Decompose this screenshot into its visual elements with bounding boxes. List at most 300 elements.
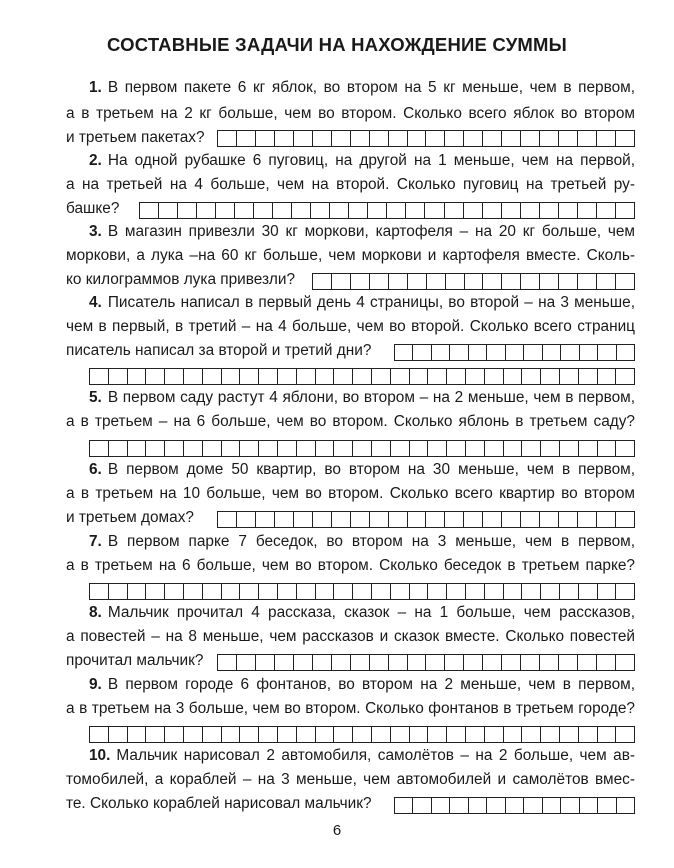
answer-cell[interactable] bbox=[197, 202, 216, 219]
answer-cell[interactable] bbox=[316, 440, 335, 457]
answer-cell[interactable] bbox=[109, 583, 128, 600]
answer-cell[interactable] bbox=[521, 273, 540, 290]
problem-5-number: 5. bbox=[89, 389, 102, 406]
answer-cell[interactable] bbox=[469, 344, 487, 361]
answer-cell[interactable] bbox=[410, 368, 429, 385]
answer-cell[interactable] bbox=[426, 130, 445, 147]
answer-cell[interactable] bbox=[426, 654, 445, 671]
answer-cell[interactable] bbox=[408, 654, 427, 671]
answer-cell[interactable] bbox=[90, 726, 109, 743]
answer-cell[interactable] bbox=[313, 511, 332, 528]
answer-grid-7[interactable] bbox=[89, 583, 635, 600]
answer-cell[interactable] bbox=[294, 511, 313, 528]
answer-cell[interactable] bbox=[540, 202, 559, 219]
problem-3-line-3: ко килограммов лука привезли? bbox=[66, 271, 296, 288]
answer-cell[interactable] bbox=[504, 726, 523, 743]
answer-grid-10[interactable] bbox=[394, 797, 635, 814]
answer-cell[interactable] bbox=[222, 368, 241, 385]
problem-7-number: 7. bbox=[89, 533, 102, 550]
answer-cell[interactable] bbox=[254, 202, 273, 219]
answer-cell[interactable] bbox=[165, 368, 184, 385]
answer-cell[interactable] bbox=[483, 130, 502, 147]
problem-9-number: 9. bbox=[89, 676, 102, 693]
answer-cell[interactable] bbox=[579, 440, 598, 457]
problem-10-line-3: те. Сколько кораблей нарисовал мальчик? bbox=[66, 795, 372, 812]
answer-cell[interactable] bbox=[372, 583, 391, 600]
answer-cell[interactable] bbox=[541, 583, 560, 600]
answer-cell[interactable] bbox=[450, 797, 468, 814]
answer-cell[interactable] bbox=[316, 583, 335, 600]
problem-4-line-3: писатель написал за второй и третий дни? bbox=[66, 342, 372, 359]
answer-cell[interactable] bbox=[432, 344, 450, 361]
answer-cell[interactable] bbox=[370, 511, 389, 528]
answer-cell[interactable] bbox=[109, 368, 128, 385]
problem-1-number: 1. bbox=[89, 79, 102, 96]
answer-cell[interactable] bbox=[178, 202, 197, 219]
answer-cell[interactable] bbox=[146, 583, 165, 600]
answer-cell[interactable] bbox=[541, 368, 560, 385]
answer-cell[interactable] bbox=[465, 273, 484, 290]
answer-cell[interactable] bbox=[90, 368, 109, 385]
answer-cell[interactable] bbox=[275, 130, 294, 147]
answer-cell[interactable] bbox=[275, 511, 294, 528]
answer-cell[interactable] bbox=[391, 726, 410, 743]
answer-cell[interactable] bbox=[370, 130, 389, 147]
answer-cell[interactable] bbox=[237, 654, 256, 671]
answer-cell[interactable] bbox=[351, 273, 370, 290]
answer-cell[interactable] bbox=[447, 726, 466, 743]
answer-cell[interactable] bbox=[410, 583, 429, 600]
answer-cell[interactable] bbox=[485, 583, 504, 600]
answer-cell[interactable] bbox=[466, 440, 485, 457]
answer-cell[interactable] bbox=[597, 654, 616, 671]
answer-cell[interactable] bbox=[259, 583, 278, 600]
answer-cell[interactable] bbox=[294, 130, 313, 147]
answer-cell[interactable] bbox=[275, 654, 294, 671]
answer-cell[interactable] bbox=[483, 202, 502, 219]
answer-cell[interactable] bbox=[370, 654, 389, 671]
answer-cell[interactable] bbox=[334, 583, 353, 600]
answer-cell[interactable] bbox=[464, 202, 483, 219]
answer-cell[interactable] bbox=[413, 797, 431, 814]
answer-cell[interactable] bbox=[543, 797, 561, 814]
answer-cell[interactable] bbox=[543, 344, 561, 361]
answer-cell[interactable] bbox=[165, 440, 184, 457]
answer-cell[interactable] bbox=[540, 273, 559, 290]
answer-cell[interactable] bbox=[278, 368, 297, 385]
answer-cell[interactable] bbox=[522, 583, 541, 600]
answer-cell[interactable] bbox=[521, 511, 540, 528]
answer-cell[interactable] bbox=[598, 344, 616, 361]
answer-cell[interactable] bbox=[504, 440, 523, 457]
answer-cell[interactable] bbox=[237, 130, 256, 147]
answer-cell[interactable] bbox=[597, 130, 616, 147]
answer-cell[interactable] bbox=[502, 273, 521, 290]
answer-cell[interactable] bbox=[109, 726, 128, 743]
answer-cell[interactable] bbox=[140, 202, 159, 219]
answer-cell[interactable] bbox=[316, 726, 335, 743]
answer-cell[interactable] bbox=[578, 130, 597, 147]
answer-cell[interactable] bbox=[502, 202, 521, 219]
answer-cell[interactable] bbox=[410, 440, 429, 457]
answer-cell[interactable] bbox=[146, 368, 165, 385]
answer-cell[interactable] bbox=[598, 583, 617, 600]
problem-3-line-2: моркови, а лука –на 60 кг больше, чем моркови и картофеля вместе. Сколь- bbox=[66, 247, 635, 264]
answer-cell[interactable] bbox=[464, 511, 483, 528]
answer-cell[interactable] bbox=[522, 726, 541, 743]
answer-cell[interactable] bbox=[446, 273, 465, 290]
answer-cell[interactable] bbox=[560, 368, 579, 385]
problem-7-line-2: а в третьем на 6 больше, чем во втором. Сколько беседок в третьем парке? bbox=[66, 557, 635, 574]
answer-cell[interactable] bbox=[372, 368, 391, 385]
answer-cell[interactable] bbox=[332, 130, 351, 147]
problem-10-line-1: 10. Мальчик нарисовал 2 автомобиля, самолётов – на 2 больше, чем ав- bbox=[89, 747, 635, 764]
page-title: СОСТАВНЫЕ ЗАДАЧИ НА НАХОЖДЕНИЕ СУММЫ bbox=[107, 34, 567, 55]
answer-cell[interactable] bbox=[616, 654, 635, 671]
answer-cell[interactable] bbox=[146, 726, 165, 743]
answer-cell[interactable] bbox=[428, 368, 447, 385]
problem-5-line-2: а в третьем – на 6 больше, чем во втором. Сколько яблонь в третьем саду? bbox=[66, 413, 635, 430]
answer-cell[interactable] bbox=[218, 130, 237, 147]
answer-grid-6[interactable] bbox=[217, 511, 635, 528]
answer-grid-5[interactable] bbox=[89, 440, 635, 457]
answer-cell[interactable] bbox=[580, 797, 598, 814]
answer-cell[interactable] bbox=[351, 130, 370, 147]
answer-cell[interactable] bbox=[447, 583, 466, 600]
answer-cell[interactable] bbox=[334, 726, 353, 743]
answer-cell[interactable] bbox=[559, 130, 578, 147]
problem-10-line-2: томобилей, а кораблей – на 3 меньше, чем автомобилей и самолётов вмес- bbox=[66, 771, 635, 788]
problem-8-line-2: а повестей – на 8 меньше, чем рассказов и сказок вместе. Сколько повестей bbox=[66, 628, 635, 645]
answer-cell[interactable] bbox=[559, 202, 578, 219]
answer-cell[interactable] bbox=[408, 130, 427, 147]
answer-cell[interactable] bbox=[222, 440, 241, 457]
problem-2-line-2: а на третьей на 4 больше, чем на второй. Сколько пуговиц на третьей ру- bbox=[66, 176, 635, 193]
answer-cell[interactable] bbox=[597, 511, 616, 528]
answer-cell[interactable] bbox=[395, 797, 413, 814]
answer-cell[interactable] bbox=[165, 583, 184, 600]
answer-cell[interactable] bbox=[240, 583, 259, 600]
answer-cell[interactable] bbox=[464, 654, 483, 671]
answer-grid-4b[interactable] bbox=[89, 368, 635, 385]
answer-cell[interactable] bbox=[203, 440, 222, 457]
answer-cell[interactable] bbox=[524, 344, 542, 361]
answer-cell[interactable] bbox=[579, 368, 598, 385]
answer-cell[interactable] bbox=[240, 440, 259, 457]
answer-cell[interactable] bbox=[184, 368, 203, 385]
answer-cell[interactable] bbox=[447, 368, 466, 385]
answer-cell[interactable] bbox=[616, 726, 635, 743]
answer-cell[interactable] bbox=[616, 202, 635, 219]
answer-cell[interactable] bbox=[297, 726, 316, 743]
answer-cell[interactable] bbox=[597, 273, 616, 290]
answer-cell[interactable] bbox=[240, 726, 259, 743]
answer-cell[interactable] bbox=[616, 440, 635, 457]
answer-cell[interactable] bbox=[332, 511, 351, 528]
answer-cell[interactable] bbox=[616, 511, 635, 528]
problem-10-number: 10. bbox=[89, 747, 111, 764]
answer-cell[interactable] bbox=[506, 344, 524, 361]
answer-cell[interactable] bbox=[616, 583, 635, 600]
answer-cell[interactable] bbox=[353, 440, 372, 457]
answer-cell[interactable] bbox=[522, 368, 541, 385]
answer-cell[interactable] bbox=[313, 654, 332, 671]
problem-2-number: 2. bbox=[89, 152, 102, 169]
answer-cell[interactable] bbox=[159, 202, 178, 219]
answer-cell[interactable] bbox=[502, 511, 521, 528]
answer-cell[interactable] bbox=[368, 202, 387, 219]
answer-grid-8[interactable] bbox=[217, 654, 635, 671]
answer-cell[interactable] bbox=[504, 368, 523, 385]
answer-cell[interactable] bbox=[521, 202, 540, 219]
answer-cell[interactable] bbox=[332, 273, 351, 290]
answer-cell[interactable] bbox=[389, 130, 408, 147]
answer-cell[interactable] bbox=[395, 344, 413, 361]
answer-cell[interactable] bbox=[216, 202, 235, 219]
answer-cell[interactable] bbox=[370, 273, 389, 290]
answer-cell[interactable] bbox=[561, 344, 579, 361]
answer-cell[interactable] bbox=[311, 202, 330, 219]
answer-cell[interactable] bbox=[483, 273, 502, 290]
answer-cell[interactable] bbox=[598, 797, 616, 814]
answer-cell[interactable] bbox=[425, 202, 444, 219]
answer-cell[interactable] bbox=[334, 440, 353, 457]
answer-cell[interactable] bbox=[445, 511, 464, 528]
answer-cell[interactable] bbox=[222, 583, 241, 600]
answer-cell[interactable] bbox=[560, 726, 579, 743]
answer-cell[interactable] bbox=[598, 726, 617, 743]
answer-cell[interactable] bbox=[256, 654, 275, 671]
answer-cell[interactable] bbox=[504, 583, 523, 600]
problem-1-line-2: а в третьем на 2 кг больше, чем во втором. Сколько всего яблок во втором bbox=[66, 105, 635, 122]
problem-4-line-2: чем в первый, в третий – на 4 больше, чем во второй. Сколько всего страниц bbox=[66, 318, 635, 335]
answer-cell[interactable] bbox=[559, 511, 578, 528]
answer-cell[interactable] bbox=[483, 511, 502, 528]
answer-cell[interactable] bbox=[353, 726, 372, 743]
problem-7-line-1: 7. В первом парке 7 беседок, во втором на 3 меньше, чем в первом, bbox=[89, 533, 635, 550]
answer-cell[interactable] bbox=[616, 130, 635, 147]
answer-cell[interactable] bbox=[278, 583, 297, 600]
answer-cell[interactable] bbox=[313, 273, 332, 290]
answer-cell[interactable] bbox=[292, 202, 311, 219]
answer-cell[interactable] bbox=[109, 440, 128, 457]
answer-cell[interactable] bbox=[256, 511, 275, 528]
answer-cell[interactable] bbox=[506, 797, 524, 814]
answer-cell[interactable] bbox=[332, 654, 351, 671]
problem-8-line-3: прочитал мальчик? bbox=[66, 652, 204, 669]
answer-cell[interactable] bbox=[559, 273, 578, 290]
answer-cell[interactable] bbox=[485, 440, 504, 457]
answer-cell[interactable] bbox=[561, 797, 579, 814]
answer-cell[interactable] bbox=[273, 202, 292, 219]
problem-1-line-1: 1. В первом пакете 6 кг яблок, во втором на 5 кг меньше, чем в первом, bbox=[89, 79, 635, 96]
answer-cell[interactable] bbox=[391, 368, 410, 385]
answer-cell[interactable] bbox=[485, 726, 504, 743]
problem-2-line-1: 2. На одной рубашке 6 пуговиц, на другой на 1 меньше, чем на первой, bbox=[89, 152, 635, 169]
problem-6-line-1: 6. В первом доме 50 квартир, во втором на 30 меньше, чем в первом, bbox=[89, 461, 635, 478]
answer-cell[interactable] bbox=[541, 726, 560, 743]
answer-cell[interactable] bbox=[391, 440, 410, 457]
answer-cell[interactable] bbox=[541, 440, 560, 457]
answer-cell[interactable] bbox=[351, 654, 370, 671]
answer-cell[interactable] bbox=[427, 273, 446, 290]
answer-cell[interactable] bbox=[90, 583, 109, 600]
answer-cell[interactable] bbox=[278, 440, 297, 457]
answer-cell[interactable] bbox=[447, 440, 466, 457]
problem-8-number: 8. bbox=[89, 604, 102, 621]
answer-cell[interactable] bbox=[313, 130, 332, 147]
answer-cell[interactable] bbox=[469, 797, 487, 814]
answer-cell[interactable] bbox=[578, 654, 597, 671]
answer-cell[interactable] bbox=[445, 130, 464, 147]
problem-3-line-1: 3. В магазин привезли 30 кг моркови, картофеля – на 20 кг больше, чем bbox=[89, 223, 635, 240]
answer-cell[interactable] bbox=[502, 130, 521, 147]
answer-cell[interactable] bbox=[502, 654, 521, 671]
answer-cell[interactable] bbox=[578, 511, 597, 528]
answer-cell[interactable] bbox=[616, 273, 635, 290]
answer-cell[interactable] bbox=[540, 511, 559, 528]
answer-cell[interactable] bbox=[521, 654, 540, 671]
answer-cell[interactable] bbox=[372, 440, 391, 457]
answer-grid-4a[interactable] bbox=[394, 344, 635, 361]
answer-cell[interactable] bbox=[410, 726, 429, 743]
answer-cell[interactable] bbox=[617, 344, 635, 361]
answer-cell[interactable] bbox=[203, 726, 222, 743]
answer-cell[interactable] bbox=[560, 440, 579, 457]
answer-cell[interactable] bbox=[445, 202, 464, 219]
problem-9-line-2: а в третьем на 3 больше, чем во втором. Сколько фонтанов в третьем городе? bbox=[66, 700, 635, 717]
answer-cell[interactable] bbox=[259, 726, 278, 743]
answer-cell[interactable] bbox=[521, 130, 540, 147]
answer-cell[interactable] bbox=[428, 583, 447, 600]
answer-cell[interactable] bbox=[128, 440, 147, 457]
answer-grid-3[interactable] bbox=[312, 273, 635, 290]
answer-cell[interactable] bbox=[617, 797, 635, 814]
answer-cell[interactable] bbox=[450, 344, 468, 361]
answer-cell[interactable] bbox=[184, 583, 203, 600]
answer-cell[interactable] bbox=[240, 368, 259, 385]
problem-2-line-3: башке? bbox=[66, 200, 120, 217]
answer-cell[interactable] bbox=[237, 511, 256, 528]
problem-3-number: 3. bbox=[89, 223, 102, 240]
answer-cell[interactable] bbox=[203, 368, 222, 385]
answer-cell[interactable] bbox=[184, 440, 203, 457]
answer-cell[interactable] bbox=[297, 440, 316, 457]
answer-cell[interactable] bbox=[522, 440, 541, 457]
answer-cell[interactable] bbox=[597, 202, 616, 219]
answer-cell[interactable] bbox=[353, 583, 372, 600]
answer-cell[interactable] bbox=[485, 368, 504, 385]
answer-cell[interactable] bbox=[235, 202, 254, 219]
answer-cell[interactable] bbox=[580, 344, 598, 361]
problem-4-line-1: 4. Писатель написал в первый день 4 страницы, во второй – на 3 меньше, bbox=[89, 294, 635, 311]
answer-cell[interactable] bbox=[391, 583, 410, 600]
answer-cell[interactable] bbox=[466, 583, 485, 600]
answer-cell[interactable] bbox=[559, 654, 578, 671]
problem-1-line-3: и третьем пакетах? bbox=[66, 129, 205, 146]
answer-cell[interactable] bbox=[579, 583, 598, 600]
answer-cell[interactable] bbox=[128, 583, 147, 600]
answer-cell[interactable] bbox=[408, 511, 427, 528]
answer-cell[interactable] bbox=[464, 130, 483, 147]
answer-cell[interactable] bbox=[353, 368, 372, 385]
answer-grid-2[interactable] bbox=[139, 202, 635, 219]
answer-cell[interactable] bbox=[432, 797, 450, 814]
answer-grid-1[interactable] bbox=[217, 130, 635, 147]
answer-cell[interactable] bbox=[297, 583, 316, 600]
answer-cell[interactable] bbox=[389, 654, 408, 671]
answer-cell[interactable] bbox=[349, 202, 368, 219]
answer-cell[interactable] bbox=[408, 273, 427, 290]
answer-cell[interactable] bbox=[387, 202, 406, 219]
answer-cell[interactable] bbox=[540, 654, 559, 671]
answer-cell[interactable] bbox=[389, 273, 408, 290]
answer-cell[interactable] bbox=[297, 368, 316, 385]
answer-cell[interactable] bbox=[598, 368, 617, 385]
problem-4-number: 4. bbox=[89, 294, 102, 311]
answer-cell[interactable] bbox=[184, 726, 203, 743]
problem-6-number: 6. bbox=[89, 461, 102, 478]
answer-cell[interactable] bbox=[128, 368, 147, 385]
answer-cell[interactable] bbox=[256, 130, 275, 147]
answer-cell[interactable] bbox=[294, 654, 313, 671]
answer-cell[interactable] bbox=[428, 440, 447, 457]
answer-cell[interactable] bbox=[389, 511, 408, 528]
answer-cell[interactable] bbox=[487, 344, 505, 361]
problem-6-line-3: и третьем домах? bbox=[66, 509, 194, 526]
answer-cell[interactable] bbox=[146, 440, 165, 457]
problem-9-line-1: 9. В первом городе 6 фонтанов, во втором на 2 меньше, чем в первом, bbox=[89, 676, 635, 693]
answer-cell[interactable] bbox=[445, 654, 464, 671]
answer-grid-9[interactable] bbox=[89, 726, 635, 743]
answer-cell[interactable] bbox=[540, 130, 559, 147]
answer-cell[interactable] bbox=[598, 440, 617, 457]
answer-cell[interactable] bbox=[466, 368, 485, 385]
answer-cell[interactable] bbox=[616, 368, 635, 385]
answer-cell[interactable] bbox=[334, 368, 353, 385]
answer-cell[interactable] bbox=[165, 726, 184, 743]
answer-cell[interactable] bbox=[483, 654, 502, 671]
answer-cell[interactable] bbox=[413, 344, 431, 361]
answer-cell[interactable] bbox=[524, 797, 542, 814]
answer-cell[interactable] bbox=[428, 726, 447, 743]
answer-cell[interactable] bbox=[372, 726, 391, 743]
answer-cell[interactable] bbox=[259, 440, 278, 457]
answer-cell[interactable] bbox=[351, 511, 370, 528]
problem-5-line-1: 5. В первом саду растут 4 яблони, во втором – на 2 меньше, чем в первом, bbox=[89, 389, 635, 406]
answer-cell[interactable] bbox=[579, 726, 598, 743]
answer-cell[interactable] bbox=[578, 273, 597, 290]
problem-6-line-2: а в третьем на 10 больше, чем во втором. Сколько всего квартир во втором bbox=[66, 485, 635, 502]
answer-cell[interactable] bbox=[560, 583, 579, 600]
answer-cell[interactable] bbox=[218, 654, 237, 671]
answer-cell[interactable] bbox=[330, 202, 349, 219]
answer-cell[interactable] bbox=[218, 511, 237, 528]
problem-8-line-1: 8. Мальчик прочитал 4 рассказа, сказок – на 1 больше, чем рассказов, bbox=[89, 604, 635, 621]
answer-cell[interactable] bbox=[222, 726, 241, 743]
answer-cell[interactable] bbox=[259, 368, 278, 385]
answer-cell[interactable] bbox=[128, 726, 147, 743]
answer-cell[interactable] bbox=[278, 726, 297, 743]
answer-cell[interactable] bbox=[203, 583, 222, 600]
answer-cell[interactable] bbox=[578, 202, 597, 219]
answer-cell[interactable] bbox=[406, 202, 425, 219]
answer-cell[interactable] bbox=[466, 726, 485, 743]
answer-cell[interactable] bbox=[90, 440, 109, 457]
answer-cell[interactable] bbox=[426, 511, 445, 528]
answer-cell[interactable] bbox=[487, 797, 505, 814]
answer-cell[interactable] bbox=[316, 368, 335, 385]
